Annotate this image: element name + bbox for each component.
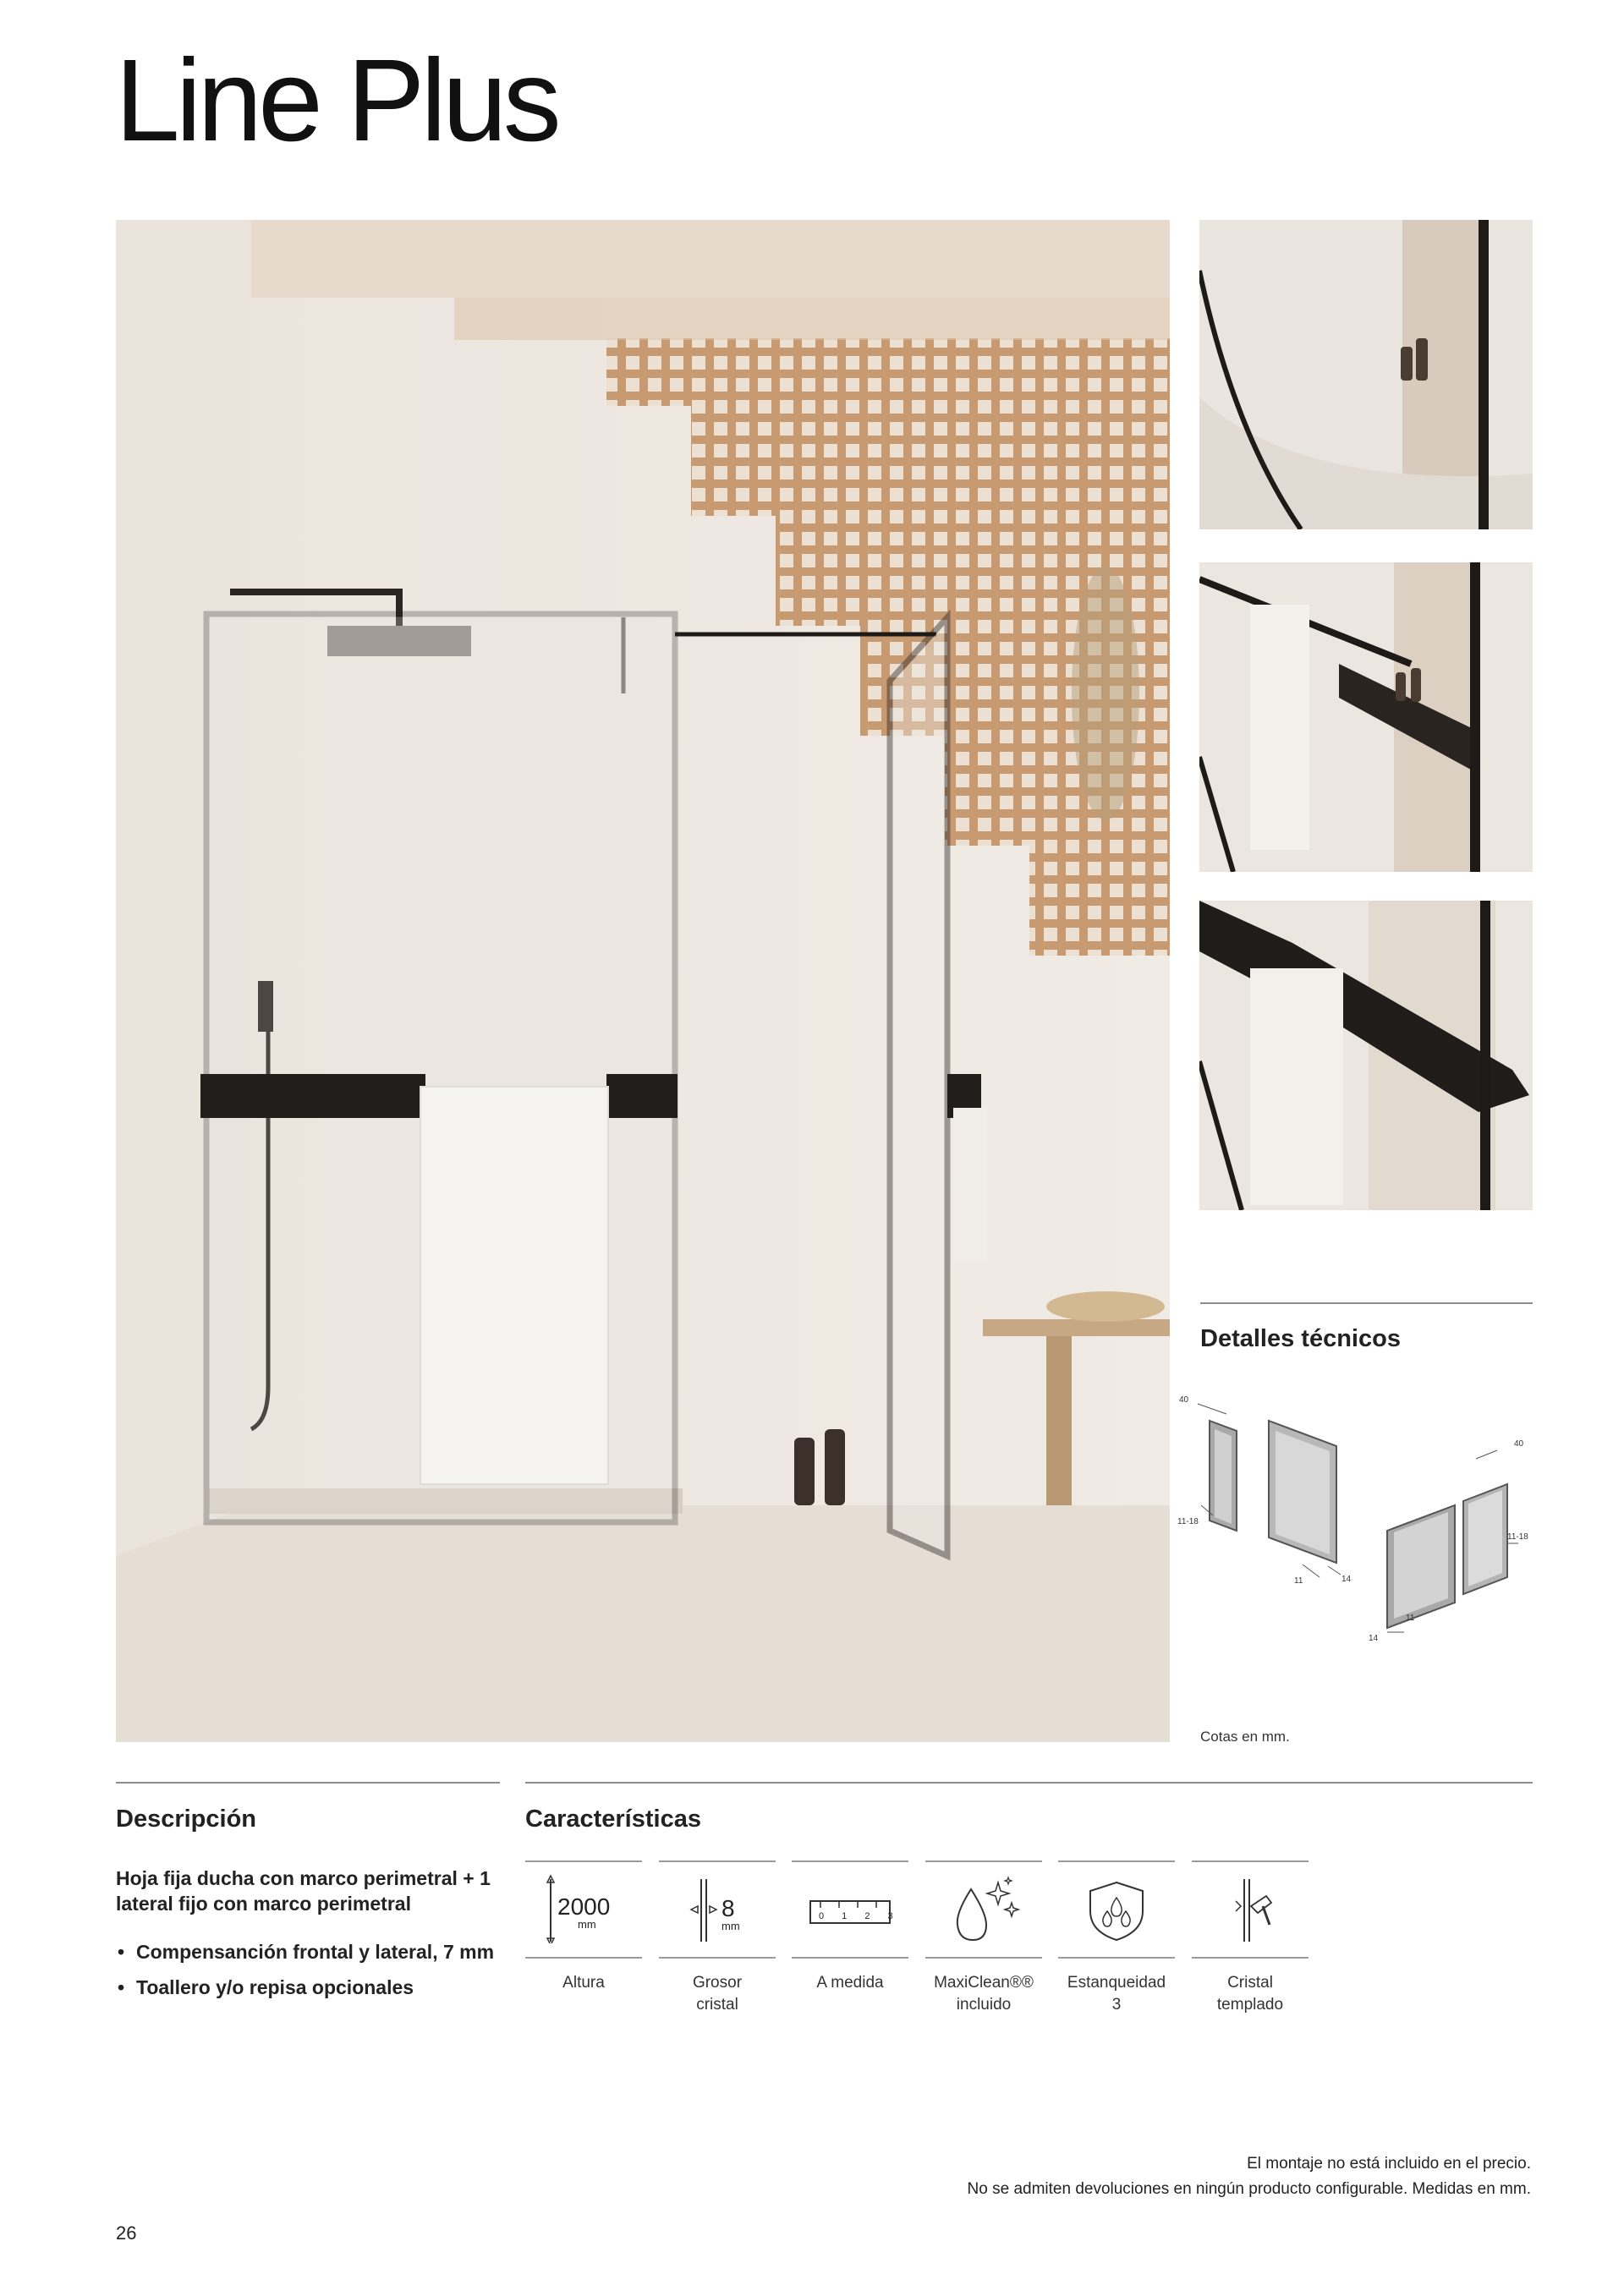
feature-label: A medida bbox=[816, 1974, 884, 1992]
detail-photo-shelf bbox=[1199, 562, 1533, 872]
hammer-glass-icon bbox=[1192, 1872, 1309, 1943]
feature-label-2: incluido bbox=[956, 1996, 1012, 2014]
main-shower-photo bbox=[116, 220, 1170, 1742]
dim-label-5: 40 bbox=[1514, 1439, 1524, 1449]
footer-note-devoluciones: No se admiten devoluciones en ningún producto configurable. Medidas en mm. bbox=[967, 2180, 1531, 2198]
drop-sparkle-icon bbox=[925, 1872, 1042, 1943]
descripcion-bullet: • Toallero y/o repisa opcionales bbox=[116, 1975, 513, 2000]
feature-label: Grosor bbox=[692, 1974, 743, 1992]
shield-drops-icon bbox=[1058, 1872, 1175, 1943]
descripcion-heading: Descripción bbox=[116, 1806, 256, 1833]
technical-diagram bbox=[1176, 1387, 1531, 1649]
ruler-icon-digits: 0 1 2 3 bbox=[819, 1911, 901, 1921]
height-icon-value: 2000 bbox=[557, 1893, 611, 1920]
detail-photo-towel-rail bbox=[1199, 901, 1533, 1210]
thickness-icon bbox=[659, 1872, 776, 1943]
footer-note-montaje: El montaje no está incluido en el precio. bbox=[1247, 2155, 1531, 2173]
feature-label: Cristal bbox=[1227, 1974, 1273, 1992]
descripcion-bullet: • Compensanción frontal y lateral, 7 mm bbox=[116, 1939, 513, 1964]
dim-label-6: 11-18 bbox=[1507, 1532, 1528, 1542]
thickness-icon-unit: mm bbox=[721, 1920, 740, 1932]
dim-label-4: 14 bbox=[1341, 1575, 1352, 1584]
descripcion-bullets bbox=[116, 1939, 513, 2010]
feature-label-2: 3 bbox=[1111, 1996, 1122, 2014]
descripcion-intro: Hoja fija ducha con marco perimetral + 1 lateral fijo con marco perimetral bbox=[116, 1867, 491, 1915]
feature-label-2: cristal bbox=[696, 1996, 738, 2014]
feature-label: Altura bbox=[562, 1974, 605, 1992]
dim-label-1: 40 bbox=[1179, 1395, 1189, 1405]
ruler-icon bbox=[792, 1872, 908, 1943]
dim-label-7: 14 bbox=[1369, 1634, 1379, 1643]
height-icon-unit: mm bbox=[578, 1918, 596, 1931]
page-number: 26 bbox=[116, 2222, 137, 2244]
thickness-icon-value: 8 bbox=[721, 1895, 735, 1921]
cotas-note: Cotas en mm. bbox=[1200, 1729, 1290, 1745]
feature-label: MaxiClean®® bbox=[934, 1974, 1034, 1992]
descripcion-divider bbox=[116, 1782, 500, 1784]
dim-label-8: 11 bbox=[1406, 1614, 1415, 1623]
page-title: Line Plus bbox=[115, 36, 557, 166]
detail-photo-tray bbox=[1199, 220, 1533, 529]
caracteristicas-divider bbox=[525, 1782, 1533, 1784]
detalles-heading: Detalles técnicos bbox=[1200, 1325, 1401, 1352]
detalles-divider bbox=[1200, 1302, 1533, 1304]
dim-label-2: 11-18 bbox=[1177, 1517, 1199, 1526]
caracteristicas-heading: Características bbox=[525, 1806, 701, 1833]
feature-label-2: templado bbox=[1216, 1996, 1284, 2014]
dim-label-3: 11 bbox=[1294, 1576, 1303, 1586]
feature-label: Estanqueidad bbox=[1067, 1974, 1166, 1992]
height-icon bbox=[525, 1872, 642, 1943]
